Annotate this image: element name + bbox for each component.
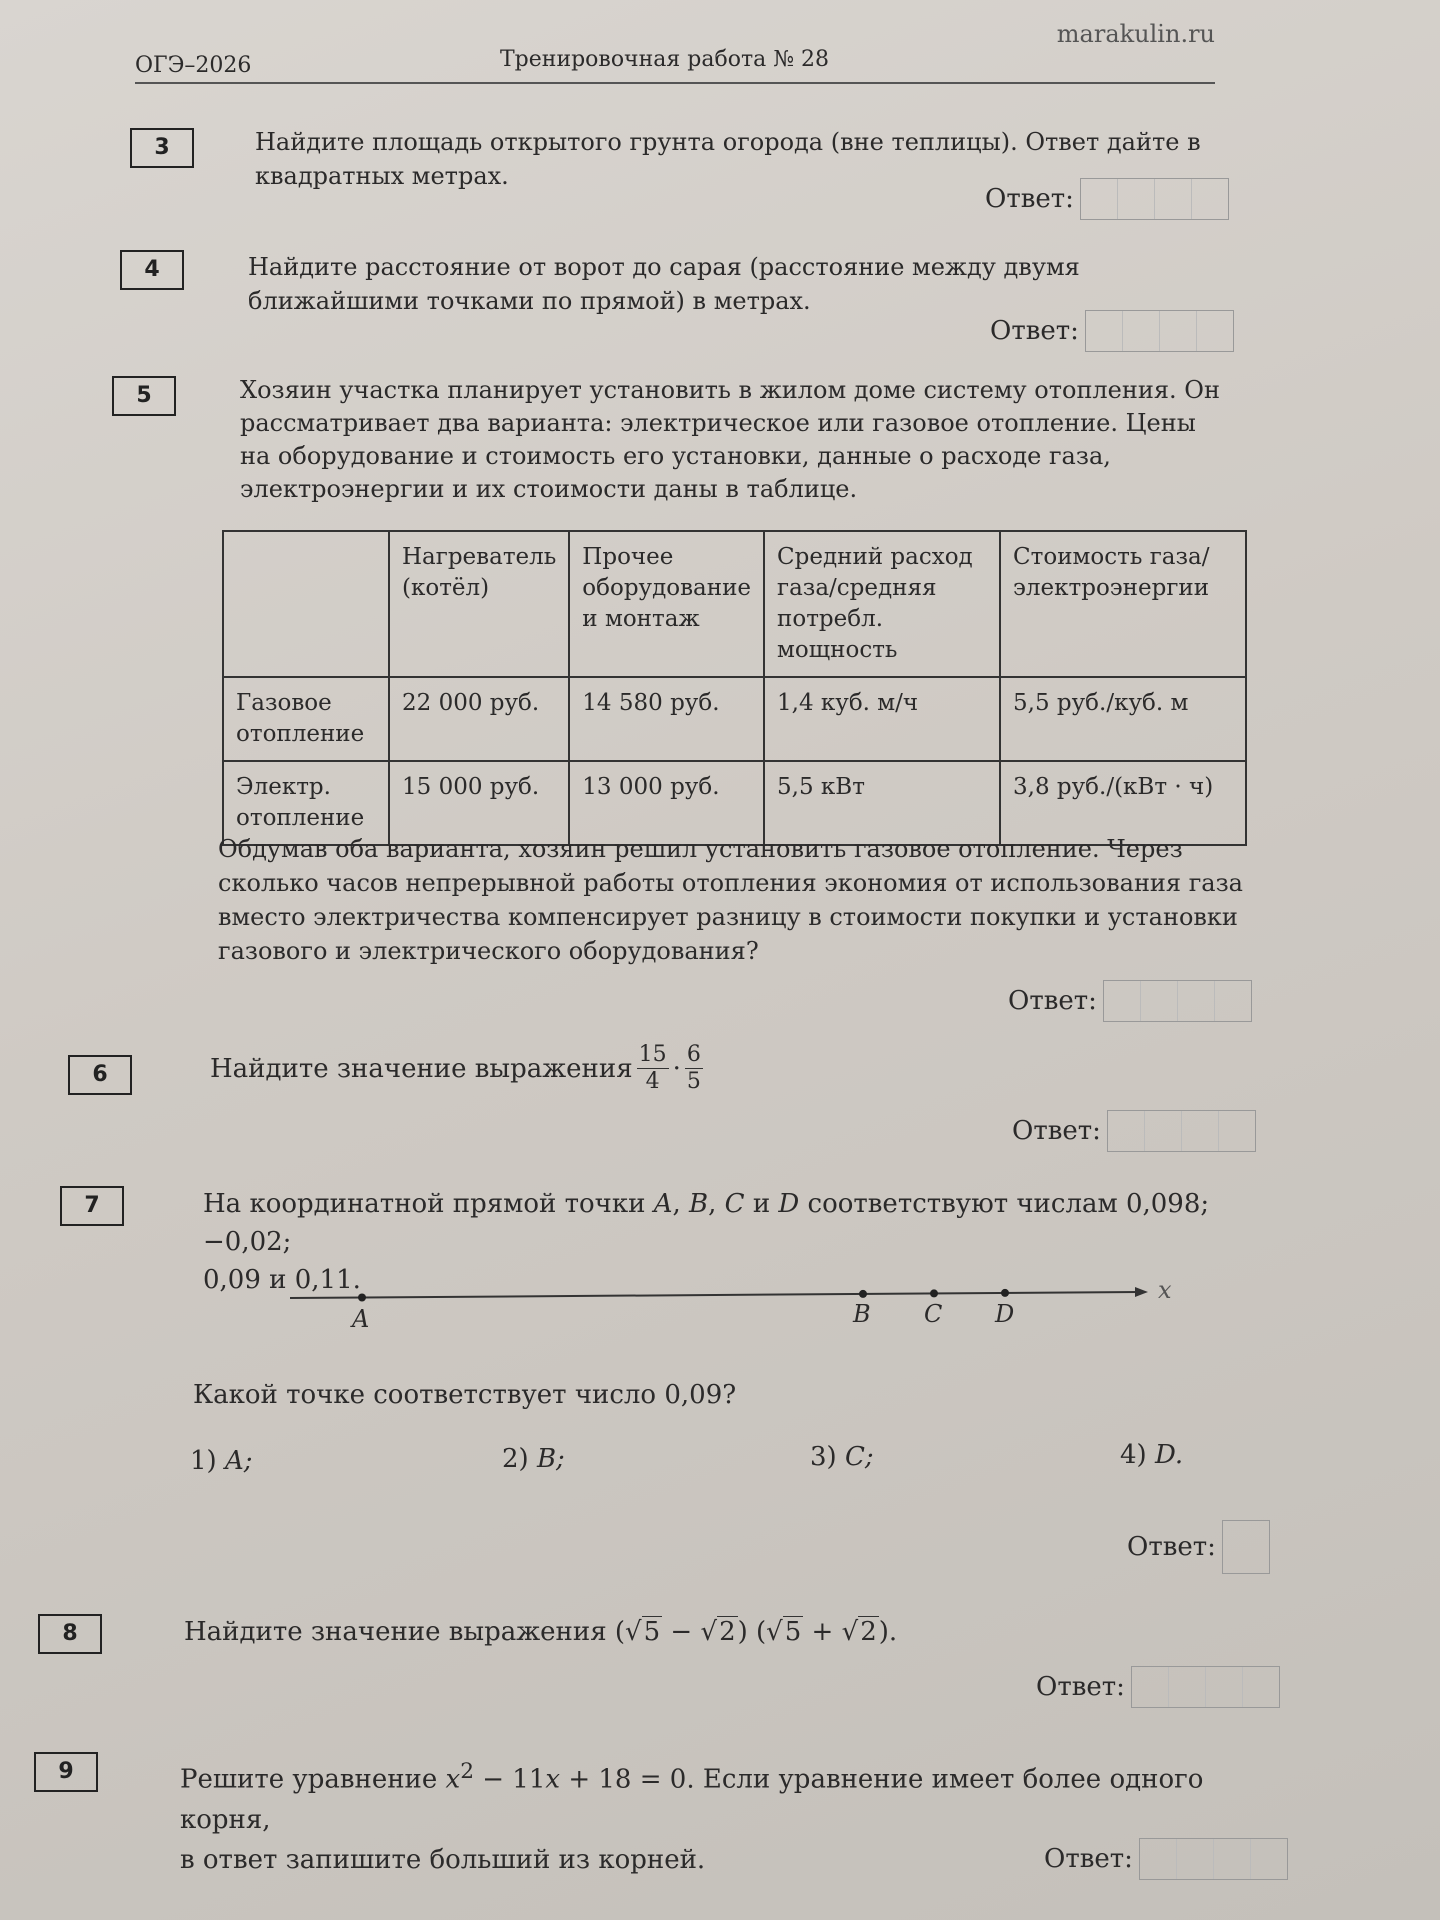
variable-x: x (445, 1764, 461, 1795)
option-value: C; (844, 1442, 874, 1472)
task-5-question: Обдумав оба варианта, хозяин решил установить газовое отопление. Через сколько часов непрерывной работы отопления экономия от использования газа вместо электричества компенсирует разницу в стоимости покупки и установки газового и электрического оборудования? (218, 835, 1243, 965)
option-4[interactable] (1120, 1440, 1183, 1470)
answer-label: Ответ: (990, 316, 1079, 346)
multiply-sign: · (672, 1053, 681, 1084)
task-number-9: 9 (34, 1752, 98, 1792)
answer-label: Ответ: (1036, 1672, 1125, 1702)
answer-label: Ответ: (1127, 1532, 1216, 1562)
answer-cells[interactable] (1131, 1666, 1280, 1708)
option-2[interactable] (502, 1444, 565, 1474)
work-title: Тренировочная работа № 28 (500, 47, 830, 72)
table-cell: 5,5 кВт (764, 761, 1000, 845)
point-a (358, 1294, 366, 1302)
option-value: A; (224, 1446, 253, 1476)
axis-arrow (1135, 1287, 1148, 1297)
task-7-text-b: соответствуют числам 0,098; −0,02; (203, 1189, 1210, 1257)
table-header-cell (223, 531, 389, 677)
task-4-answer (990, 310, 1234, 352)
table-cell: Электр. отопление (223, 761, 389, 845)
option-number: 2) (502, 1444, 529, 1474)
period: . (888, 1617, 898, 1647)
conjunction: и (752, 1189, 771, 1219)
option-3[interactable] (810, 1442, 874, 1472)
table-cell: 15 000 руб. (389, 761, 569, 845)
denominator: 4 (645, 1069, 660, 1094)
table-cell: 13 000 руб. (569, 761, 764, 845)
answer-label: Ответ: (1012, 1116, 1101, 1146)
task-7-answer (1127, 1520, 1270, 1574)
point-label-c: C (724, 1189, 745, 1219)
answer-cells[interactable] (1139, 1838, 1288, 1880)
answer-cells[interactable] (1085, 310, 1234, 352)
option-1[interactable] (190, 1446, 253, 1476)
task-9-text-c: в ответ запишите больший из корней. (180, 1844, 706, 1875)
table-cell: 3,8 руб./(кВт · ч) (1000, 761, 1246, 845)
task-8-prompt: Найдите значение выражения (184, 1617, 607, 1647)
task-7-question: Какой точке соответствует число 0,09? (193, 1380, 737, 1410)
table-cell: 22 000 руб. (389, 677, 569, 761)
separator: , (708, 1189, 717, 1219)
task-number-7: 7 (60, 1186, 124, 1226)
heating-table (222, 530, 1247, 846)
task-number-3: 3 (130, 128, 194, 168)
task-5-intro: Хозяин участка планирует установить в жилом доме систему отопления. Он рассматривает два варианта: электрическое или газовое отопление. Цены на оборудование и стоимость его установки, данные о расходе газа, электроэнергии и их стоимости даны в таблице. (240, 376, 1220, 503)
answer-label: Ответ: (985, 184, 1074, 214)
task-8-answer (1036, 1666, 1280, 1708)
task-6-answer (1012, 1110, 1256, 1152)
table-row (223, 677, 1246, 761)
table-header-cell: Прочее оборудование и монтаж (569, 531, 764, 677)
task-3-answer (985, 178, 1229, 220)
point-c (930, 1289, 938, 1297)
task-7-text-c: 0,09 и 0,11. (203, 1265, 361, 1295)
task-number-8: 8 (38, 1614, 102, 1654)
option-number: 1) (190, 1446, 217, 1476)
axis-point-a: A (352, 1305, 370, 1333)
task-7-text-a: На координатной прямой точки (203, 1189, 646, 1219)
table-cell: 5,5 руб./куб. м (1000, 677, 1246, 761)
task-9-text-b: Если уравнение имеет более одного корня, (180, 1764, 1204, 1835)
task-number-6: 6 (68, 1055, 132, 1095)
answer-cells[interactable] (1107, 1110, 1256, 1152)
numerator: 6 (686, 1042, 701, 1067)
exponent: 2 (460, 1759, 474, 1784)
point-d (1001, 1289, 1009, 1297)
task-4-text: Найдите расстояние от ворот до сарая (расстояние между двумя ближайшими точками по прямой) в метрах. (248, 253, 1080, 315)
radicand: 2 (719, 1617, 736, 1647)
radicand: 5 (784, 1617, 802, 1647)
point-label-d: D (778, 1189, 800, 1219)
task-9-text-a: Решите уравнение (180, 1764, 438, 1795)
option-number: 4) (1120, 1440, 1147, 1470)
option-number: 3) (810, 1442, 837, 1472)
task-3-text: Найдите площадь открытого грунта огорода (вне теплицы). Ответ дайте в квадратных метрах. (255, 128, 1201, 190)
fraction-1 (637, 1042, 669, 1095)
axis-point-c: C (924, 1300, 943, 1328)
task-6-text (210, 1042, 707, 1095)
axis-point-b: B (853, 1300, 871, 1328)
radicand: 5 (643, 1617, 661, 1647)
variable-x: x (545, 1764, 561, 1795)
task-8-text: Найдите значение выражения (√5 − √2) (√5 + √2). (184, 1617, 898, 1647)
denominator: 5 (686, 1069, 701, 1094)
table-header-cell: Нагреватель (котёл) (389, 531, 569, 677)
point-b (859, 1290, 867, 1298)
table-cell: 1,4 куб. м/ч (764, 677, 1000, 761)
table-cell: Газовое отопление (223, 677, 389, 761)
fraction-2 (685, 1042, 703, 1095)
separator: , (672, 1189, 681, 1219)
point-label-b: B (689, 1189, 709, 1219)
plus-sign: + (811, 1617, 834, 1647)
option-value: D. (1154, 1440, 1184, 1470)
page-header (135, 20, 1215, 84)
task-5-answer (1008, 980, 1252, 1022)
answer-label: Ответ: (1008, 986, 1097, 1016)
table-header-row (223, 531, 1246, 677)
number-line (280, 1278, 1160, 1318)
axis-line (290, 1292, 1140, 1298)
option-value: B; (536, 1444, 565, 1474)
eq-part: − 11 (473, 1764, 546, 1795)
table-header-cell: Стоимость газа/ электроэнергии (1000, 531, 1246, 677)
answer-cells[interactable] (1222, 1520, 1270, 1574)
eq-part: + 18 = 0. (560, 1764, 695, 1795)
minus-sign: − (670, 1617, 693, 1647)
answer-cells[interactable] (1103, 980, 1252, 1022)
task-9-answer (1044, 1838, 1288, 1880)
task-6-prompt: Найдите значение выражения (210, 1053, 633, 1084)
exam-label: ОГЭ–2026 (135, 53, 252, 78)
task-number-5: 5 (112, 376, 176, 416)
table-header-cell: Средний расход газа/средняя потребл. мощность (764, 531, 1000, 677)
answer-label: Ответ: (1044, 1844, 1133, 1874)
point-label-a: A (653, 1189, 673, 1219)
axis-variable: x (1158, 1276, 1172, 1304)
site-label: marakulin.ru (1056, 20, 1215, 48)
table-cell: 14 580 руб. (569, 677, 764, 761)
task-number-4: 4 (120, 250, 184, 290)
numerator: 15 (638, 1042, 667, 1067)
axis-point-d: D (995, 1300, 1015, 1328)
answer-cells[interactable] (1080, 178, 1229, 220)
radicand: 2 (860, 1617, 877, 1647)
